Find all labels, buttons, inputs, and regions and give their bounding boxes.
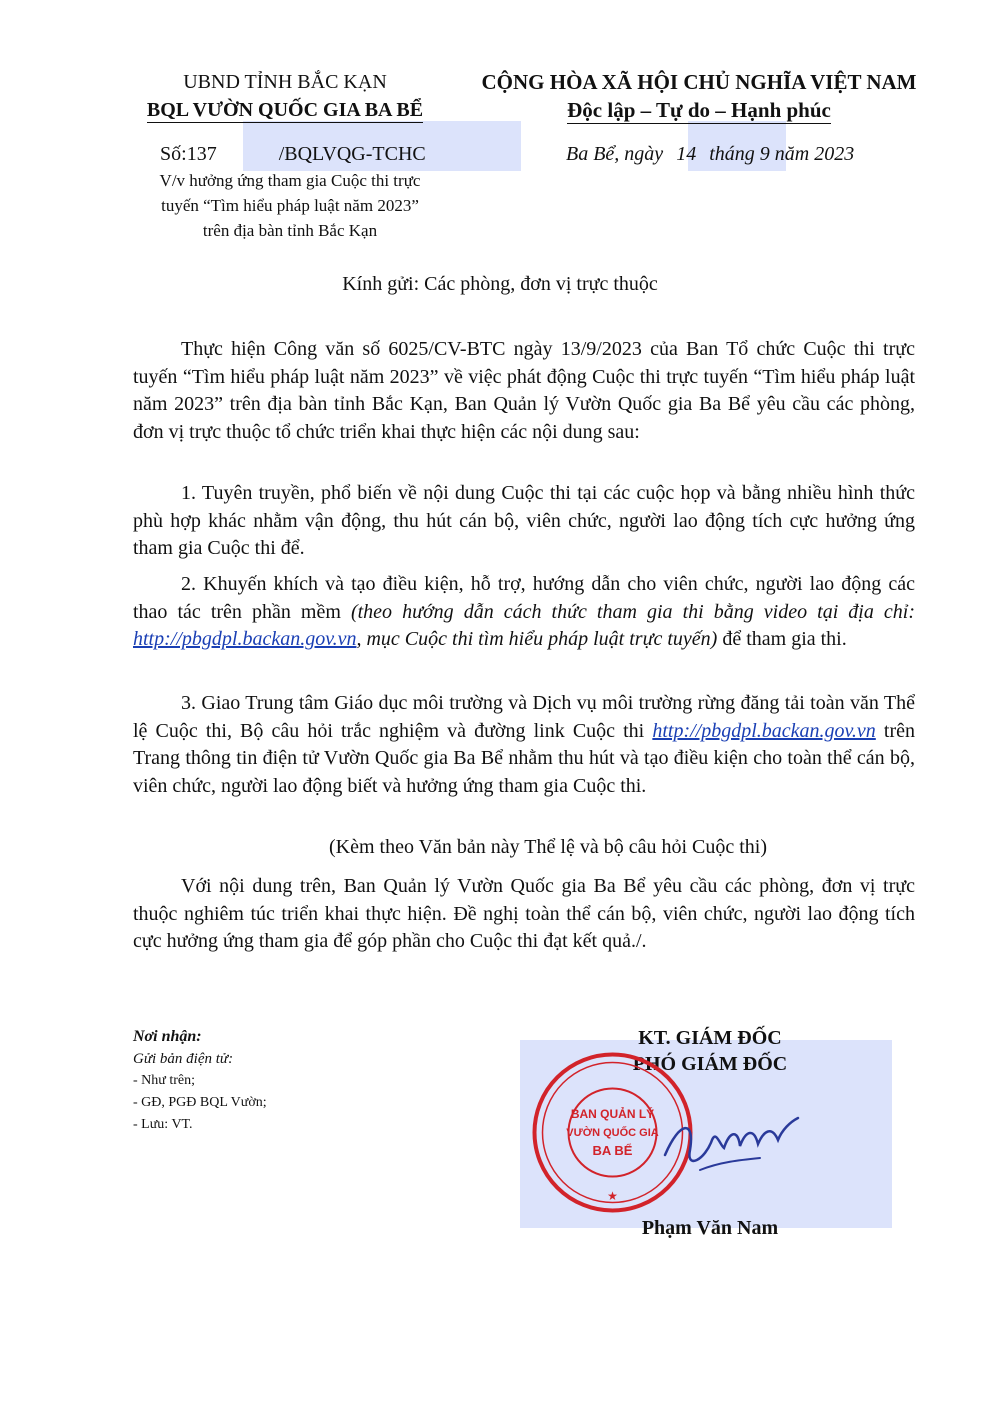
seal-star: ★ (607, 1189, 618, 1203)
item3-end: trên Trang thông tin điện tử Vườn Quốc gia Ba Bể nhằm thu hút và tạo điều kiện cho toàn thể cán bộ, viên chức, người lao động biết và hưởng ứng tham gia Cuộc thi. (133, 719, 915, 797)
list-item: - GĐ, PGĐ BQL Vườn; (133, 1095, 267, 1110)
date-year: 2023 (814, 143, 855, 165)
pbgdpl-link[interactable]: http://pbgdpl.backan.gov.vn (133, 628, 357, 650)
date-day: 14 (676, 143, 697, 165)
signer-title: PHÓ GIÁM ĐỐC (632, 1053, 788, 1075)
seal-text: BAN QUẢN LÝ (570, 1107, 655, 1121)
list-item: - Lưu: VT. (133, 1117, 193, 1132)
recipients-subtitle: Gửi bản điện tử: (133, 1051, 234, 1067)
document-subject (120, 168, 460, 243)
recipient-line: Kính gửi: Các phòng, đơn vị trực thuộc (342, 273, 658, 295)
doc-number-prefix: Số: (160, 143, 187, 165)
signer-name: Phạm Văn Nam (641, 1217, 779, 1239)
pbgdpl-link[interactable]: http://pbgdpl.backan.gov.vn (652, 719, 876, 742)
item2-end: để tham gia thi. (717, 628, 847, 650)
item3-text: 3. Giao Trung tâm Giáo dục môi trường và Dịch vụ môi trường rừng đăng tải toàn văn Thể lệ Cuộc thi, Bộ câu hỏi trắc nghiệm và đường link Cuộc thi (133, 692, 915, 742)
org-name (130, 98, 440, 122)
org-parent: UBND TỈNH BẮC KẠN (183, 71, 387, 93)
handwritten-signature (660, 1100, 800, 1180)
national-title: CỘNG HÒA XÃ HỘI CHỦ NGHĨA VIỆT NAM (481, 70, 917, 94)
body-item-3 (133, 690, 915, 800)
document-number (160, 142, 426, 166)
body-item-2 (133, 571, 915, 654)
list-item: - Như trên; (133, 1073, 196, 1088)
body-item-1: 1. Tuyên truyền, phổ biến về nội dung Cuộc thi tại các cuộc họp và bằng nhiều hình thức phù hợp khác nhằm vận động, thu hút cán bộ, viên chức, người lao động tích cực hưởng ứng tham gia Cuộc thi để. (133, 482, 915, 559)
date-place: Ba Bể, ngày (566, 143, 664, 165)
seal-text: VƯỜN QUỐC GIA (566, 1127, 659, 1139)
doc-number-value: 137 (186, 143, 217, 165)
document-date (566, 142, 854, 166)
item2-italic: (theo hướng dẫn cách thức tham gia thi bằng video tại địa chỉ: (350, 600, 915, 623)
item2-italic-end: , mục Cuộc thi tìm hiểu pháp luật trực tuyến) (356, 628, 718, 650)
national-motto-text: Độc lập – Tự do – Hạnh phúc (567, 98, 831, 122)
date-year-label: năm (774, 143, 810, 165)
recipients-list (133, 1070, 267, 1136)
seal-text: BA BỂ (592, 1143, 633, 1158)
subject-line: trên địa bàn tỉnh Bắc Kạn (202, 221, 378, 240)
body-intro: Thực hiện Công văn số 6025/CV-BTC ngày 13/9/2023 của Ban Tổ chức Cuộc thi trực tuyến “Tìm hiểu pháp luật năm 2023” về việc phát động Cuộc thi trực tuyến “Tìm hiểu pháp luật năm 2023” trên địa bàn tỉnh Bắc Kạn, Ban Quản lý Vườn Quốc gia Ba Bể yêu cầu các phòng, đơn vị trực thuộc tổ chức triển khai thực hiện các nội dung sau: (133, 338, 915, 443)
date-month: 9 (759, 143, 770, 165)
date-month-label: tháng (709, 143, 755, 165)
national-motto (468, 98, 930, 122)
subject-line: tuyến “Tìm hiểu pháp luật năm 2023” (161, 196, 419, 215)
org-name-text: BQL VƯỜN QUỐC GIA BA BỂ (146, 99, 424, 121)
signer-role: KT. GIÁM ĐỐC (638, 1027, 782, 1049)
attachment-note: (Kèm theo Văn bản này Thể lệ và bộ câu hỏi Cuộc thi) (328, 836, 768, 858)
subject-line: V/v hưởng ứng tham gia Cuộc thi trực (159, 171, 421, 190)
recipients-title: Nơi nhận: (133, 1028, 202, 1045)
item2-text: 2. Khuyến khích và tạo điều kiện, hỗ trợ, hướng dẫn cho viên chức, người lao động các thao tác trên phần mềm (133, 573, 915, 623)
body-closing: Với nội dung trên, Ban Quản lý Vườn Quốc gia Ba Bể yêu cầu các phòng, đơn vị trực thuộc nghiêm túc triển khai thực hiện. Đề nghị toàn thể cán bộ, viên chức, người lao động tích cực hưởng ứng tham gia để góp phần cho Cuộc thi đạt kết quả./. (133, 875, 915, 952)
doc-number-suffix: /BQLVQG-TCHC (278, 143, 426, 165)
